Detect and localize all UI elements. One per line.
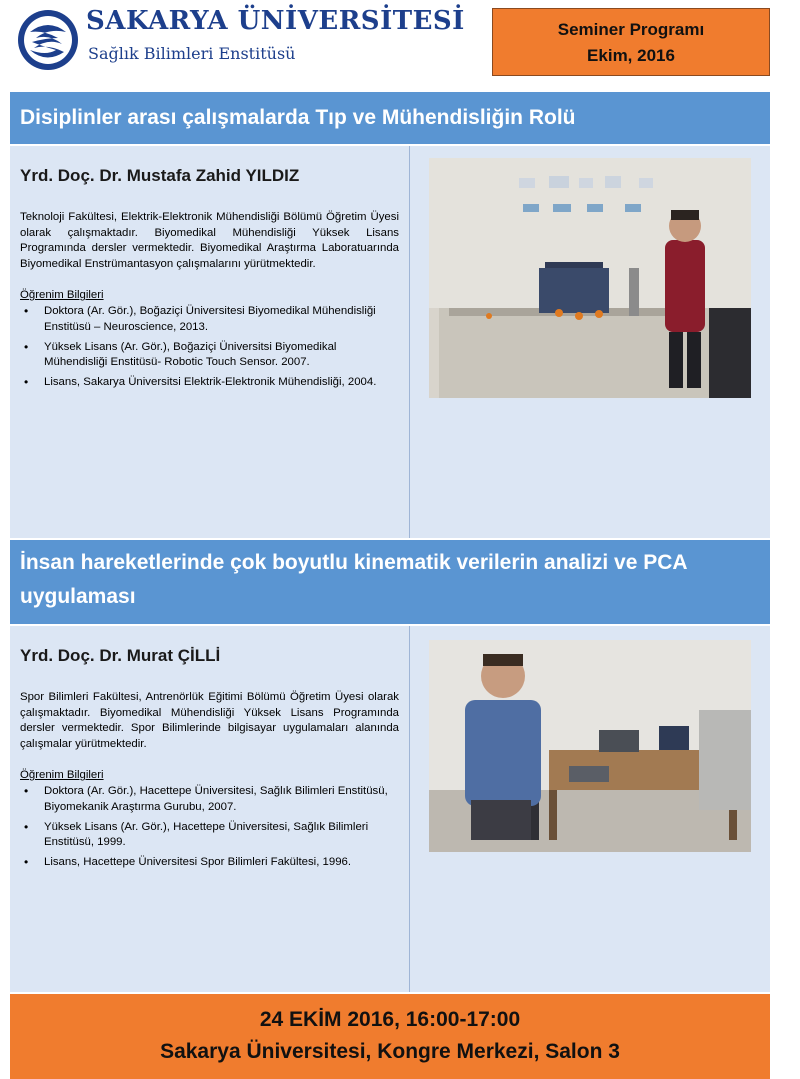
seminar-2-title: İnsan hareketlerinde çok boyutlu kinematik verilerin analizi ve PCA uygulaması — [10, 540, 770, 624]
seminar-datetime: 24 EKİM 2016, 16:00-17:00 — [259, 1008, 521, 1031]
speaker-1-education-list — [20, 304, 399, 390]
list-item: • Doktora (Ar. Gör.), Hacettepe Üniversitesi, Sağlık Bilimleri Enstitüsü, Biyomekanik Araştırma Gurubu, 2007. — [20, 784, 399, 815]
seminar-1-photo-area — [411, 146, 770, 538]
poster — [10, 0, 770, 1079]
program-title: Seminer Programı — [557, 20, 705, 39]
speaker-1-education-heading: Öğrenim Bilgileri — [20, 289, 104, 302]
speaker-1-photo — [429, 158, 751, 398]
footer — [10, 994, 770, 1079]
seminar-2-photo-area — [411, 626, 770, 992]
seminar-2-section — [10, 626, 770, 992]
speaker-2-bio: Spor Bilimleri Fakültesi, Antrenörlük Eğitimi Bölümü Öğretim Üyesi olarak çalışmaktadır. Biyomedikal Mühendisliği Yüksek Lisans Programında dersler vermektedir. Spor Bilimlerinde bilgisayar uygulamaları alanında çalışmalar yürütmektedir. — [20, 691, 399, 750]
seminar-1-text — [10, 146, 410, 538]
speaker-2-education-list — [20, 784, 399, 870]
list-item: • Lisans, Sakarya Üniversitsi Elektrik-Elektronik Mühendisliği, 2004. — [20, 375, 399, 391]
speaker-2-photo — [429, 640, 751, 852]
list-item: • Lisans, Hacettepe Üniversitesi Spor Bilimleri Fakültesi, 1996. — [20, 855, 399, 871]
university-logo-icon — [16, 8, 80, 72]
list-item: • Doktora (Ar. Gör.), Boğaziçi Üniversitesi Biyomedikal Mühendisliği Enstitüsü – Neuroscience, 2013. — [20, 304, 399, 335]
speaker-1-name: Yrd. Doç. Dr. Mustafa Zahid YILDIZ — [20, 166, 300, 185]
speaker-2-education-heading: Öğrenim Bilgileri — [20, 769, 104, 782]
seminar-1-section — [10, 146, 770, 538]
header — [10, 0, 770, 90]
list-item: • Yüksek Lisans (Ar. Gör.), Hacettepe Üniversitesi, Sağlık Bilimleri Enstitüsü, 1999. — [20, 820, 399, 851]
speaker-2-name: Yrd. Doç. Dr. Murat ÇİLLİ — [20, 646, 221, 665]
university-name: SAKARYA ÜNİVERSİTESİ — [86, 6, 465, 36]
seminar-location: Sakarya Üniversitesi, Kongre Merkezi, Salon 3 — [160, 1040, 620, 1063]
speaker-1-bio: Teknoloji Fakültesi, Elektrik-Elektronik Mühendisliği Bölümü Öğretim Üyesi olarak çalışmaktadır. Biyomedikal Mühendisliği Yüksek Lisans Programında dersler vermektedir. Biyomedikal Araştırma Laboratuarında Biyomedikal Enstrümantasyon çalışmalarını yürütmektedir. — [20, 211, 399, 270]
program-box — [492, 8, 770, 76]
list-item: • Yüksek Lisans (Ar. Gör.), Boğaziçi Üniversitsi Biyomedikal Mühendisliği Enstitüsü- Robotic Touch Sensor. 2007. — [20, 340, 399, 371]
seminar-1-title: Disiplinler arası çalışmalarda Tıp ve Mühendisliğin Rolü — [10, 92, 770, 144]
seminar-2-text — [10, 626, 410, 992]
program-date: Ekim, 2016 — [587, 46, 675, 65]
institute-name: Sağlık Bilimleri Enstitüsü — [88, 44, 296, 63]
